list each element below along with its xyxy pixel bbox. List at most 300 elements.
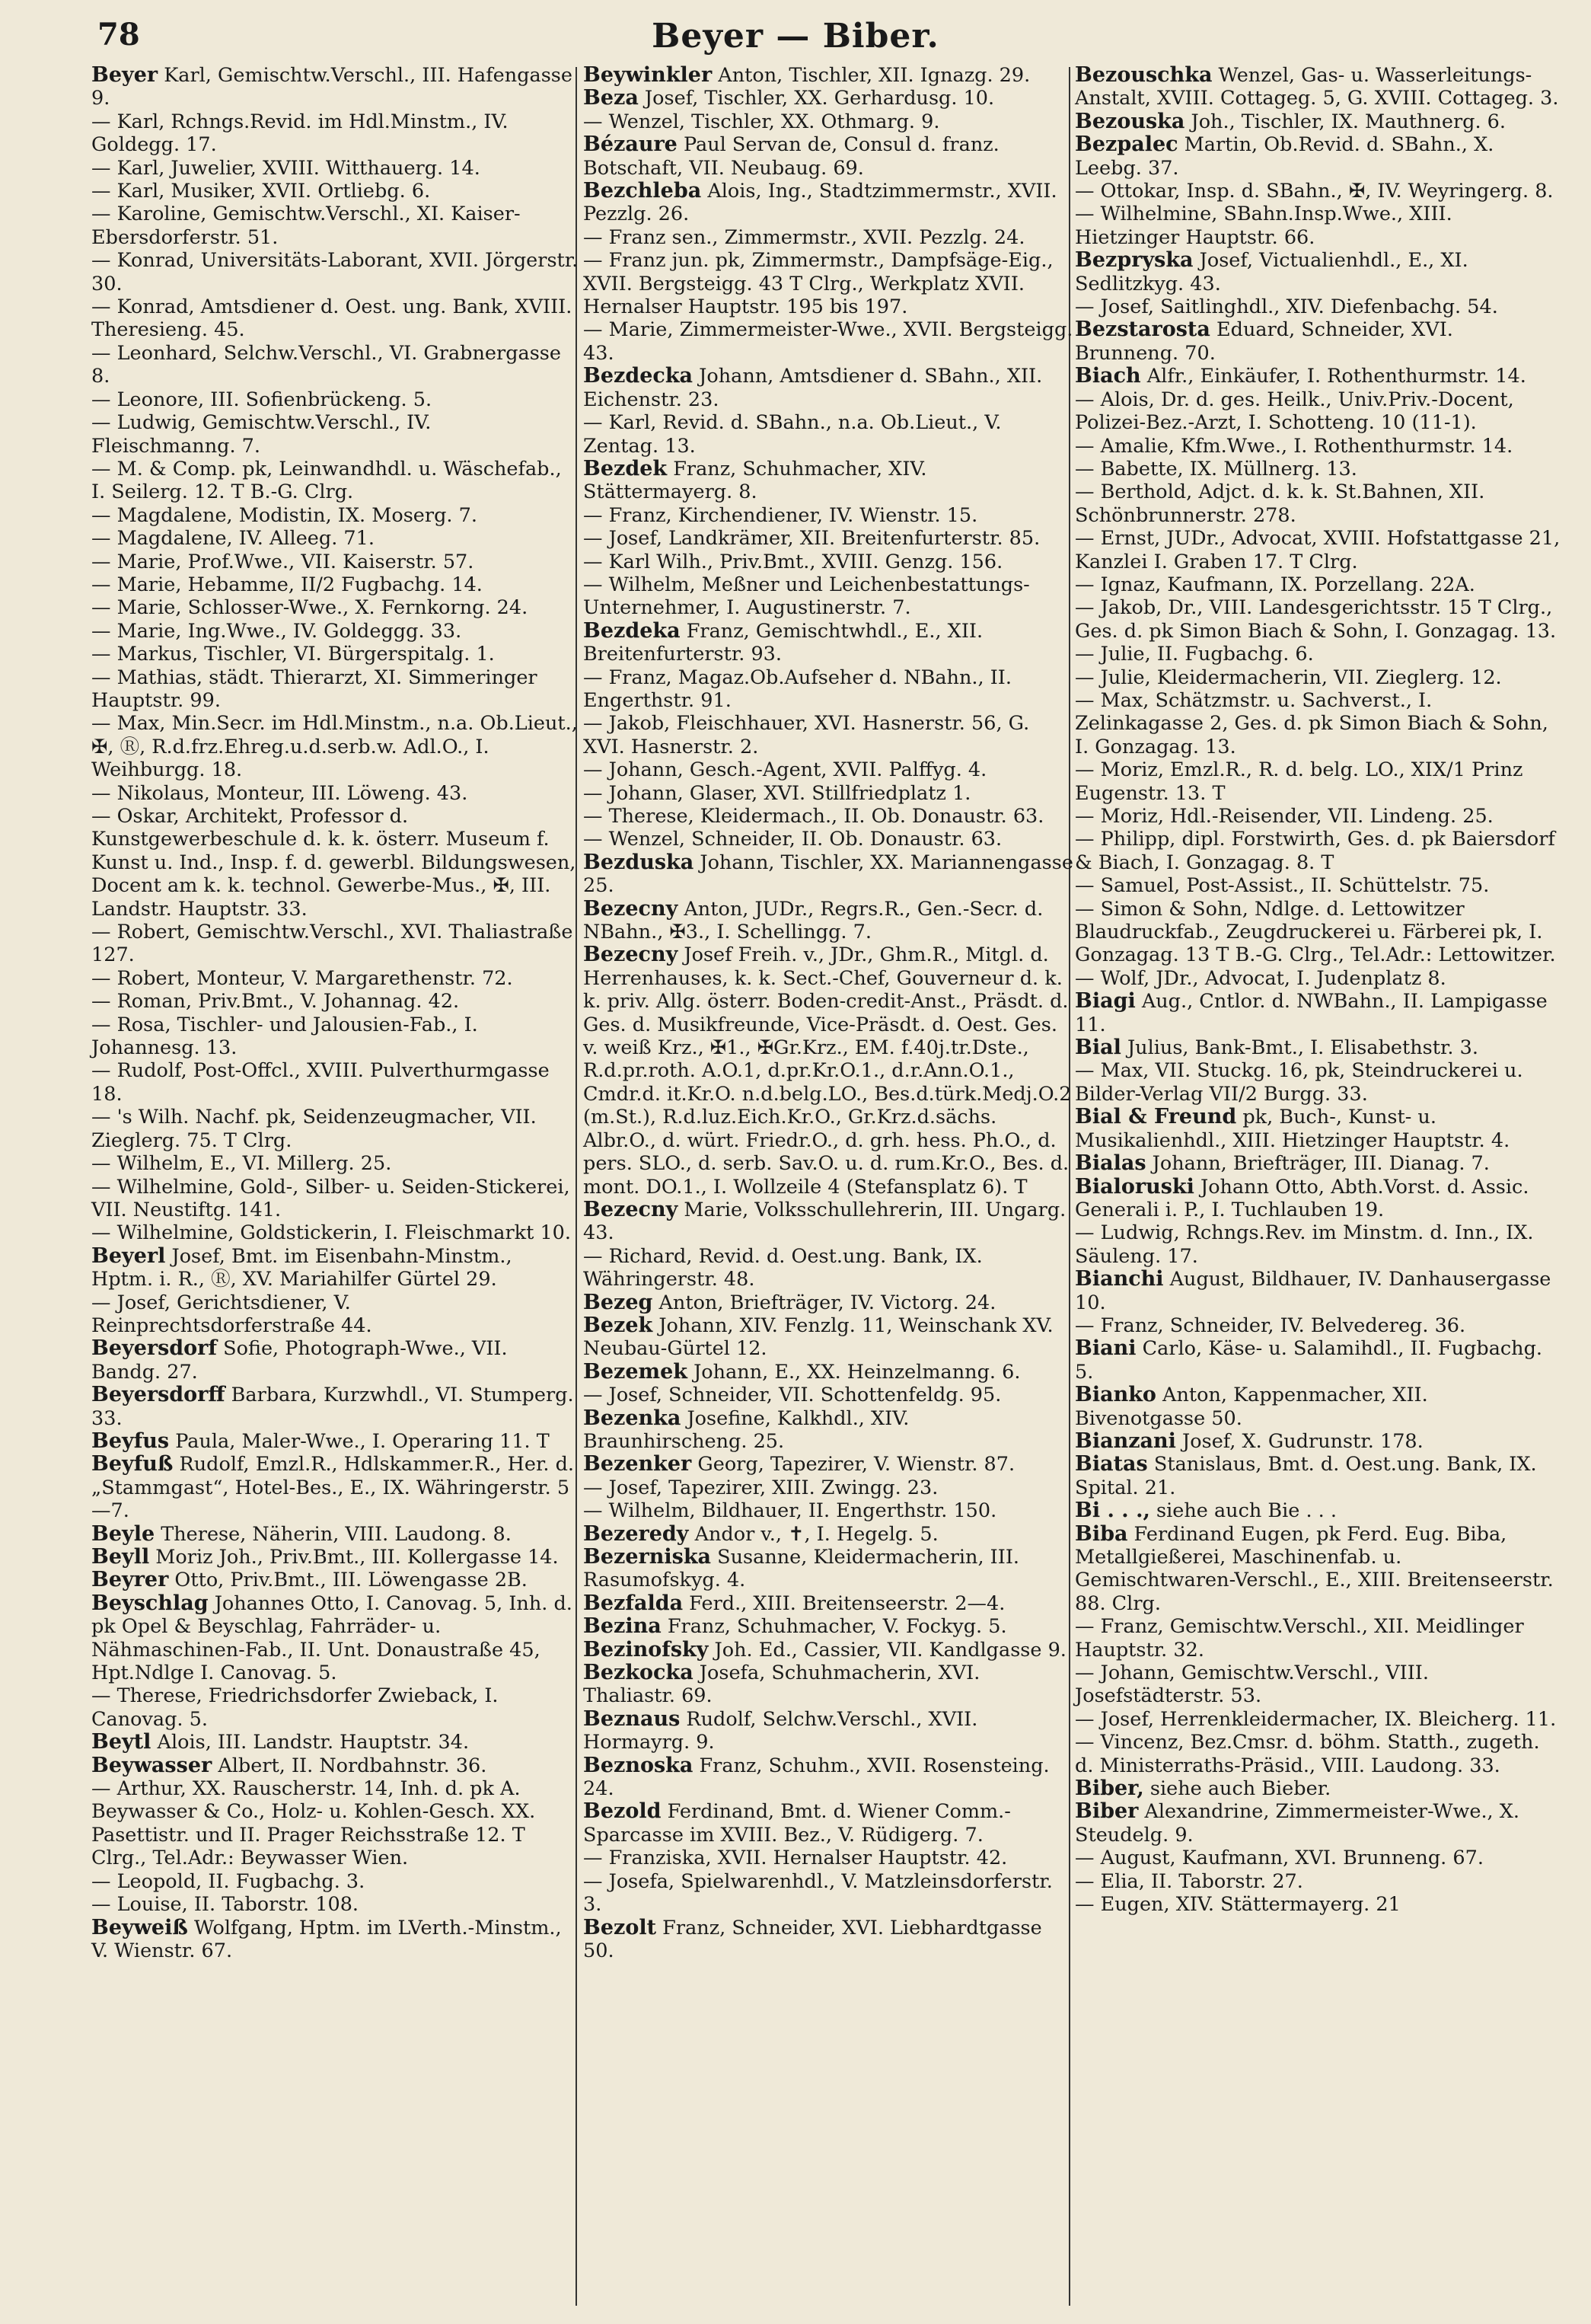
- entry-surname: Bialas: [1075, 1151, 1146, 1176]
- entry-text: Franz, Schuhmacher, XIV. Stättermayerg. 8.: [583, 457, 927, 504]
- directory-entry: [583, 898, 1075, 944]
- entry-text: — Babette, IX. Müllnerg. 13.: [1075, 457, 1357, 480]
- directory-entry: [583, 1291, 1075, 1314]
- entry-text: — Robert, Monteur, V. Margarethenstr. 72.: [91, 966, 513, 990]
- directory-entry: [91, 110, 579, 157]
- entry-text: — Josef, Saitlinghdl., XIV. Diefenbachg. 54.: [1075, 295, 1498, 319]
- directory-entry: [1075, 203, 1562, 249]
- directory-entry: [1075, 527, 1562, 573]
- entry-text: — Karl, Revid. d. SBahn., n.a. Ob.Lieut., V. Zentag. 13.: [583, 411, 1002, 458]
- entry-text: Georg, Tapezirer, V. Wienstr. 87.: [691, 1453, 1015, 1476]
- entry-text: — Wolf, JDr., Advocat, I. Judenplatz 8.: [1075, 966, 1446, 990]
- directory-entry: [91, 1245, 579, 1291]
- entry-text: — Josef, Herrenkleidermacher, IX. Bleicherg. 11.: [1075, 1707, 1557, 1731]
- directory-entry: [583, 851, 1075, 898]
- directory-entry: [583, 1754, 1075, 1801]
- entry-surname: Bezinofsky: [583, 1637, 709, 1662]
- entry-surname: Biach: [1075, 364, 1141, 388]
- directory-entry: [583, 504, 1075, 527]
- entry-surname: Bezold: [583, 1799, 662, 1824]
- directory-entry: [1075, 64, 1562, 110]
- entry-text: — Nikolaus, Monteur, III. Löweng. 43.: [91, 781, 468, 805]
- entry-text: Wolfgang, Hptm. im LVerth.-Minstm., V. Wienstr. 67.: [91, 1916, 562, 1962]
- directory-entry: [91, 1893, 579, 1916]
- entry-surname: Beyer: [91, 63, 158, 87]
- entry-text: — Leonhard, Selchw.Verschl., VI. Grabnergasse 8.: [91, 341, 561, 388]
- entry-text: Stanislaus, Bmt. d. Oest.ung. Bank, IX. Spital. 21.: [1075, 1453, 1537, 1499]
- entry-surname: Bezpalec: [1075, 132, 1178, 157]
- directory-entry: [1075, 666, 1562, 689]
- entry-text: — 's Wilh. Nachf. pk, Seidenzeugmacher, VII. Zieglerg. 75. T Clrg.: [91, 1106, 537, 1152]
- directory-entry: [583, 1314, 1075, 1361]
- entry-text: — Magdalene, Modistin, IX. Moserg. 7.: [91, 503, 477, 527]
- entry-surname: Biagi: [1075, 989, 1136, 1014]
- entry-text: — Julie, II. Fugbachg. 6.: [1075, 643, 1314, 666]
- entry-text: Johann Otto, Abth.Vorst. d. Assic. Generali i. P., I. Tuchlauben 19.: [1075, 1175, 1529, 1221]
- entry-surname: Bezenka: [583, 1406, 681, 1430]
- entry-text: Johann, XIV. Fenzlg. 11, Weinschank XV. Neubau-Gürtel 12.: [583, 1314, 1054, 1361]
- directory-entry: [583, 943, 1075, 1198]
- entry-text: — Jakob, Dr., VIII. Landesgerichtsstr. 15 T Clrg., Ges. d. pk Simon Biach & Sohn, I. Gonzagag. 13.: [1075, 596, 1557, 643]
- entry-text: Sofie, Photograph-Wwe., VII. Bandg. 27.: [91, 1337, 508, 1384]
- entry-text: Wenzel, Gas- u. Wasserleitungs-Anstalt, XVIII. Cottageg. 5, G. XVIII. Cottageg. 3.: [1075, 64, 1559, 110]
- entry-text: Marie, Volksschullehrerin, III. Ungarg. 43.: [583, 1198, 1067, 1245]
- entry-text: — Philipp, dipl. Forstwirth, Ges. d. pk Baiersdorf & Biach, I. Gonzagag. 8. T: [1075, 828, 1555, 874]
- directory-entry: [583, 551, 1075, 573]
- entry-text: — Wilhelm, Meßner und Leichenbestattungs-Unternehmer, I. Augustinerstr. 7.: [583, 573, 1030, 620]
- directory-entry: [91, 921, 579, 967]
- entry-text: Johann, Tischler, XX. Mariannengasse 25.: [583, 851, 1073, 898]
- entry-text: — Marie, Ing.Wwe., IV. Goldeggg. 33.: [91, 619, 462, 643]
- directory-entry: [91, 1453, 579, 1522]
- directory-entry: [583, 1615, 1075, 1638]
- directory-entry: [91, 1176, 579, 1222]
- entry-surname: Bezchleba: [583, 179, 702, 203]
- directory-entry: [583, 828, 1075, 851]
- directory-entry: [583, 226, 1075, 249]
- directory-entry: [583, 758, 1075, 781]
- entry-surname: Bezeredy: [583, 1521, 689, 1546]
- entry-text: Barbara, Kurzwhdl., VI. Stumperg. 33.: [91, 1384, 574, 1430]
- directory-entry: [583, 527, 1075, 550]
- entry-surname: Bezeg: [583, 1290, 653, 1314]
- entry-text: Franz, Schuhm., XVII. Rosensteing. 24.: [583, 1754, 1050, 1801]
- directory-entry: [91, 1684, 579, 1731]
- directory-entry: [583, 1384, 1075, 1406]
- entry-text: — Arthur, XX. Rauscherstr. 14, Inh. d. pk A. Beywasser & Co., Holz- u. Kohlen-Gesch. XX. Pasettistr. und II. Prager Reichsstraße 12. T Clrg., Tel.Adr.: Beywasser Wien.: [91, 1777, 536, 1870]
- directory-entry: [91, 1337, 579, 1384]
- directory-entry: [1075, 1777, 1562, 1800]
- directory-entry: [583, 1592, 1075, 1615]
- entry-text: siehe auch Bie . . .: [1149, 1499, 1338, 1523]
- directory-entry: [91, 967, 579, 990]
- directory-entry: [91, 1754, 579, 1777]
- entry-text: Johann, Briefträger, III. Dianag. 7.: [1146, 1152, 1490, 1176]
- directory-entry: [583, 87, 1075, 110]
- directory-entry: [1075, 318, 1562, 365]
- entry-surname: Bezina: [583, 1614, 662, 1639]
- directory-entry: [583, 620, 1075, 666]
- directory-entry: [583, 249, 1075, 318]
- directory-entry: [91, 203, 579, 249]
- entry-text: — Robert, Gemischtw.Verschl., XVI. Thaliastraße 127.: [91, 921, 573, 967]
- entry-surname: Bi . . .,: [1075, 1499, 1150, 1523]
- entry-text: — Berthold, Adjct. d. k. k. St.Bahnen, XII. Schönbrunnerstr. 278.: [1075, 480, 1485, 527]
- entry-text: — Karl Wilh., Priv.Bmt., XVIII. Genzg. 156.: [583, 550, 1003, 573]
- directory-entry: [91, 1221, 579, 1244]
- directory-entry: [1075, 1523, 1562, 1616]
- page-title: Beyer — Biber.: [652, 17, 939, 56]
- entry-text: Johann, E., XX. Heinzelmanng. 6.: [687, 1360, 1021, 1384]
- directory-entry: [1075, 874, 1562, 897]
- directory-entry: [91, 1384, 579, 1430]
- entry-text: Anton, JUDr., Regrs.R., Gen.-Secr. d. NBahn., ✠3., I. Schellingg. 7.: [583, 897, 1044, 944]
- directory-entry: [91, 620, 579, 643]
- entry-surname: Bezkocka: [583, 1661, 693, 1685]
- entry-text: — Moriz, Emzl.R., R. d. belg. LO., XIX/1 Prinz Eugenstr. 13. T: [1075, 758, 1523, 805]
- entry-text: — Karl, Juwelier, XVIII. Witthauerg. 14.: [91, 156, 480, 180]
- entry-text: Josef, Bmt. im Eisenbahn-Minstm., Hptm. i. R., Ⓡ, XV. Mariahilfer Gürtel 29.: [91, 1244, 512, 1291]
- directory-entry: [1075, 573, 1562, 596]
- entry-text: August, Bildhauer, IV. Danhausergasse 10.: [1075, 1268, 1551, 1314]
- entry-text: — Karl, Musiker, XVII. Ortliebg. 6.: [91, 180, 431, 203]
- entry-text: — Josef, Landkrämer, XII. Breitenfurterstr. 85.: [583, 527, 1041, 551]
- entry-surname: Biani: [1075, 1336, 1137, 1361]
- directory-entry: [1075, 180, 1562, 203]
- directory-entry: [91, 411, 579, 458]
- directory-entry: [91, 1569, 579, 1591]
- entry-surname: Bezecny: [583, 896, 678, 921]
- directory-entry: [91, 573, 579, 596]
- entry-surname: Beyersdorf: [91, 1336, 218, 1361]
- directory-entry: [583, 1407, 1075, 1454]
- directory-entry: [583, 1361, 1075, 1384]
- entry-text: — Wilhelmine, SBahn.Insp.Wwe., XIII. Hietzinger Hauptstr. 66.: [1075, 203, 1452, 249]
- entry-text: Carlo, Käse- u. Salamihdl., II. Fugbachg. 5.: [1075, 1337, 1543, 1384]
- entry-text: — M. & Comp. pk, Leinwandhdl. u. Wäschefab., I. Seilerg. 12. T B.-G. Clrg.: [91, 457, 562, 504]
- entry-surname: Bezfalda: [583, 1591, 684, 1615]
- entry-text: — Louise, II. Taborstr. 108.: [91, 1893, 359, 1917]
- page-number: 78: [97, 17, 140, 53]
- entry-surname: Biber,: [1075, 1777, 1144, 1801]
- entry-text: Anton, Briefträger, IV. Victorg. 24.: [652, 1291, 996, 1314]
- directory-entry: [583, 1453, 1075, 1476]
- entry-text: — Josef, Schneider, VII. Schottenfeldg. 95.: [583, 1384, 1002, 1407]
- directory-entry: [583, 411, 1075, 458]
- directory-entry: [583, 458, 1075, 504]
- entry-text: — Richard, Revid. d. Oest.ung. Bank, IX. Währingerstr. 48.: [583, 1244, 983, 1291]
- entry-surname: Bezouska: [1075, 109, 1185, 133]
- entry-surname: Bial & Freund: [1075, 1105, 1237, 1129]
- directory-entry: [1075, 1893, 1562, 1916]
- directory-entry: [583, 573, 1075, 620]
- directory-entry: [91, 643, 579, 666]
- entry-text: — Oskar, Architekt, Professor d. Kunstgewerbeschule d. k. k. österr. Museum f. Kunst u. Ind., Insp. f. d. gewerbl. Bildungswesen, Docent am k. k. technol. Gewerbe-Mus., ✠, III. Landstr. Hauptstr. 33.: [91, 805, 576, 921]
- directory-entry: [1075, 249, 1562, 295]
- directory-entry: [1075, 1453, 1562, 1499]
- entry-text: Karl, Gemischtw.Verschl., III. Hafengasse 9.: [91, 64, 572, 110]
- entry-text: Josef, Tischler, XX. Gerhardusg. 10.: [638, 87, 995, 110]
- entry-text: — Johann, Gemischtw.Verschl., VIII. Josefstädterstr. 53.: [1075, 1662, 1429, 1708]
- entry-surname: Beza: [583, 86, 639, 110]
- directory-entry: [1075, 133, 1562, 180]
- directory-entry: [91, 1917, 579, 1963]
- entry-surname: Beyrer: [91, 1568, 169, 1592]
- directory-entry: [1075, 1337, 1562, 1384]
- entry-text: — Ignaz, Kaufmann, IX. Porzellang. 22A.: [1075, 573, 1475, 596]
- entry-text: — Franz, Schneider, IV. Belvedereg. 36.: [1075, 1314, 1466, 1337]
- directory-entry: [583, 1476, 1075, 1499]
- entry-text: — Magdalene, IV. Alleeg. 71.: [91, 527, 375, 551]
- entry-text: Alfr., Einkäufer, I. Rothenthurmstr. 14.: [1140, 365, 1526, 388]
- entry-text: Johannes Otto, I. Canovag. 5, Inh. d. pk Opel & Beyschlag, Fahrräder- u. Nähmaschinen-Fab., II. Unt. Donaustraße 45, Hpt.Ndlge I. Canovag. 5.: [91, 1591, 572, 1685]
- directory-entry: [583, 318, 1075, 365]
- entry-surname: Bezdecka: [583, 364, 693, 388]
- directory-entry: [583, 1800, 1075, 1847]
- entry-text: — Simon & Sohn, Ndlge. d. Lettowitzer Blaudruckfab., Zeugdruckerei u. Färberei pk, I. Gonzagag. 13 T B.-G. Clrg., Tel.Adr.: Lettowitzer.: [1075, 897, 1556, 967]
- directory-entry: [1075, 1036, 1562, 1059]
- entry-text: Ferdinand Eugen, pk Ferd. Eug. Biba, Metallgießerei, Maschinenfab. u. Gemischtwaren-Verschl., E., XIII. Breitenseerstr. 88. Clrg.: [1075, 1522, 1554, 1615]
- entry-text: Rudolf, Emzl.R., Hdlskammer.R., Her. d. „Stammgast“, Hotel-Bes., E., IX. Währingerstr. 5—7.: [91, 1453, 575, 1523]
- entry-surname: Biatas: [1075, 1452, 1148, 1476]
- directory-entry: [91, 1523, 579, 1546]
- entry-text: Paula, Maler-Wwe., I. Operaring 11. T: [169, 1429, 550, 1453]
- directory-entry: [91, 342, 579, 388]
- entry-text: — Max, Min.Secr. im Hdl.Minstm., n.a. Ob.Lieut., ✠, Ⓡ, R.d.frz.Ehreg.u.d.serb.w. Adl.O., I. Weihburgg. 18.: [91, 712, 578, 782]
- directory-entry: [583, 1662, 1075, 1708]
- entry-text: Otto, Priv.Bmt., III. Löwengasse 2B.: [168, 1569, 528, 1592]
- entry-surname: Beyweiß: [91, 1915, 188, 1939]
- directory-entry: [91, 712, 579, 781]
- entry-text: — Marie, Schlosser-Wwe., X. Fernkorng. 24.: [91, 596, 528, 620]
- directory-entry: [91, 1430, 579, 1453]
- directory-entry: [1075, 1708, 1562, 1731]
- entry-text: — Markus, Tischler, VI. Bürgerspitalg. 1.: [91, 643, 495, 666]
- directory-entry: [91, 1592, 579, 1685]
- entry-text: — Amalie, Kfm.Wwe., I. Rothenthurmstr. 14.: [1075, 434, 1513, 458]
- entry-surname: Bezemek: [583, 1359, 687, 1384]
- directory-entry: [1075, 1430, 1562, 1453]
- entry-text: — Franz jun. pk, Zimmermstr., Dampfsäge-Eig., XVII. Bergsteigg. 43 T Clrg., Werkplatz XVII. Hernalser Hauptstr. 195 bis 197.: [583, 249, 1054, 319]
- entry-text: — Julie, Kleidermacherin, VII. Zieglerg. 12.: [1075, 666, 1502, 689]
- entry-text: — Josefa, Spielwarenhdl., V. Matzleinsdorferstr. 3.: [583, 1869, 1053, 1917]
- directory-entry: [583, 1199, 1075, 1245]
- entry-text: Ferdinand, Bmt. d. Wiener Comm.-Sparcasse im XVIII. Bez., V. Rüdigerg. 7.: [583, 1800, 1011, 1847]
- entry-text: Franz, Schuhmacher, V. Fockyg. 5.: [661, 1615, 1007, 1639]
- directory-entry: [91, 1546, 579, 1569]
- entry-text: — Konrad, Universitäts-Laborant, XVII. Jörgerstr. 30.: [91, 249, 579, 295]
- directory-entry: [91, 1731, 579, 1754]
- entry-surname: Beytl: [91, 1730, 151, 1754]
- directory-entry: [583, 1639, 1075, 1662]
- directory-entry: [583, 805, 1075, 828]
- directory-entry: [1075, 1615, 1562, 1662]
- entry-text: Alois, III. Landstr. Hauptstr. 34.: [151, 1731, 470, 1754]
- entry-text: Anton, Tischler, XII. Ignazg. 29.: [712, 64, 1031, 87]
- entry-text: — Ernst, JUDr., Advocat, XVIII. Hofstattgasse 21, Kanzlei I. Graben 17. T Clrg.: [1075, 527, 1561, 573]
- entry-surname: Biber: [1075, 1799, 1139, 1824]
- entry-surname: Beywasser: [91, 1753, 212, 1777]
- directory-entry: [91, 1777, 579, 1870]
- entry-text: Johann, Amtsdiener d. SBahn., XII. Eichenstr. 23.: [583, 365, 1043, 411]
- directory-entry: [91, 1059, 579, 1106]
- entry-surname: Beyfuß: [91, 1452, 174, 1476]
- entry-text: — Marie, Hebamme, II/2 Fugbachg. 14.: [91, 573, 483, 596]
- entry-surname: Bialoruski: [1075, 1174, 1194, 1199]
- entry-surname: Bézaure: [583, 132, 678, 157]
- directory-entry: [91, 551, 579, 573]
- entry-surname: Bezek: [583, 1313, 653, 1337]
- entry-text: — Johann, Glaser, XVI. Stillfriedplatz 1.: [583, 781, 971, 805]
- entry-text: — Karoline, Gemischtw.Verschl., XI. Kaiser-Ebersdorferstr. 51.: [91, 203, 521, 249]
- directory-entry: [1075, 758, 1562, 805]
- entry-surname: Bezdek: [583, 456, 668, 480]
- directory-entry: [91, 805, 579, 921]
- directory-entry: [1075, 1499, 1562, 1522]
- entry-text: Alois, Ing., Stadtzimmermstr., XVII. Pezzlg. 26.: [583, 180, 1057, 226]
- entry-text: — Eugen, XIV. Stättermayerg. 21: [1075, 1893, 1401, 1917]
- directory-entry: [583, 712, 1075, 758]
- entry-text: Josefine, Kalkhdl., XIV. Braunhirscheng. 25.: [583, 1406, 910, 1453]
- entry-text: — Therese, Friedrichsdorfer Zwieback, I. Canovag. 5.: [91, 1684, 499, 1731]
- entry-text: — Wilhelm, E., VI. Millerg. 25.: [91, 1152, 392, 1176]
- entry-surname: Beznaus: [583, 1706, 681, 1731]
- entry-text: — Ludwig, Gemischtw.Verschl., IV. Fleischmanng. 7.: [91, 411, 432, 458]
- directory-entry: [91, 596, 579, 619]
- directory-entry: [1075, 1176, 1562, 1222]
- entry-surname: Bezecny: [583, 943, 678, 967]
- entry-text: Josefa, Schuhmacherin, XVI. Thaliastr. 69.: [583, 1662, 980, 1708]
- directory-entry: [583, 1499, 1075, 1522]
- entry-text: — August, Kaufmann, XVI. Brunneng. 67.: [1075, 1847, 1484, 1870]
- entry-text: — Max, VII. Stuckg. 16, pk, Steindruckerei u. Bilder-Verlag VII/2 Burgg. 33.: [1075, 1059, 1523, 1106]
- column-2: [583, 64, 1075, 1962]
- directory-entry: [1075, 480, 1562, 527]
- directory-entry: [583, 1870, 1075, 1917]
- entry-text: — Moriz, Hdl.-Reisender, VII. Lindeng. 25.: [1075, 805, 1494, 828]
- entry-text: — Wilhelmine, Gold-, Silber- u. Seiden-Stickerei, VII. Neustiftg. 141.: [91, 1175, 570, 1221]
- entry-text: — Josef, Tapezirer, XIII. Zwingg. 23.: [583, 1476, 939, 1499]
- entry-text: Eduard, Schneider, XVI. Brunneng. 70.: [1075, 318, 1453, 365]
- entry-text: Franz, Schneider, XVI. Liebhardtgasse 50.: [583, 1916, 1042, 1962]
- directory-entry: [91, 990, 579, 1013]
- entry-surname: Bianchi: [1075, 1267, 1164, 1291]
- entry-text: Josef, Victualienhdl., E., XI. Sedlitzkyg. 43.: [1075, 249, 1468, 295]
- directory-entry: [583, 110, 1075, 133]
- entry-text: — Samuel, Post-Assist., II. Schüttelstr. 75.: [1075, 874, 1490, 898]
- entry-text: Martin, Ob.Revid. d. SBahn., X. Leebg. 37.: [1075, 133, 1494, 180]
- directory-entry: [583, 133, 1075, 180]
- directory-entry: [91, 64, 579, 110]
- directory-entry: [91, 504, 579, 527]
- entry-text: — Franz sen., Zimmermstr., XVII. Pezzlg. 24.: [583, 225, 1025, 249]
- column-3: [1075, 64, 1562, 1917]
- entry-text: — Wenzel, Tischler, XX. Othmarg. 9.: [583, 110, 940, 133]
- column-1: [91, 64, 579, 1962]
- directory-entry: [583, 365, 1075, 411]
- entry-text: — Franz, Magaz.Ob.Aufseher d. NBahn., II. Engerthstr. 91.: [583, 666, 1012, 712]
- directory-entry: [1075, 458, 1562, 480]
- directory-entry: [91, 458, 579, 504]
- entry-text: — Konrad, Amtsdiener d. Oest. ung. Bank, XVIII. Theresieng. 45.: [91, 295, 572, 342]
- directory-entry: [1075, 388, 1562, 435]
- directory-entry: [1075, 1731, 1562, 1777]
- directory-entry: [1075, 435, 1562, 458]
- directory-entry: [583, 1708, 1075, 1754]
- entry-text: — Elia, II. Taborstr. 27.: [1075, 1869, 1303, 1893]
- directory-entry: [1075, 1662, 1562, 1708]
- directory-entry: [1075, 1268, 1562, 1314]
- directory-entry: [583, 1917, 1075, 1963]
- directory-entry: [91, 527, 579, 550]
- entry-surname: Bezstarosta: [1075, 318, 1210, 342]
- entry-text: pk, Buch-, Kunst- u. Musikalienhdl., XIII. Hietzinger Hauptstr. 4.: [1075, 1106, 1510, 1152]
- directory-entry: [1075, 898, 1562, 967]
- directory-entry: [91, 180, 579, 203]
- entry-text: Josef Freih. v., JDr., Ghm.R., Mitgl. d. Herrenhauses, k. k. Sect.-Chef, Gouverneur d. k. k. priv. Allg. österr. Boden-credit-Anst., Präsdt. d. Ges. d. Musikfreunde, Vice-Präsdt. d. Oest. Ges. v. weiß Krz., ✠1., ✠Gr.Krz., EM. f.40j.tr.Dste., R.d.pr.roth. A.O.1, d.pr.Kr.O.1., d.r.Ann.O.1., Cmdr.d. it.Kr.O. n.d.belg.LO., Bes.d.türk.Medj.O.2 (m.St.), R.d.luz.Eich.Kr.O., Gr.Krz.d.sächs. Albr.O., d. würt. Friedr.O., d. grh. hess. Ph.O., d. pers. SLO., d. serb. Sav.O. u. d. rum.Kr.O., Bes. d. mont. DO.1., I. Wollzeile 4 (Stefansplatz 6). T: [583, 943, 1072, 1199]
- entry-text: — Leonore, III. Sofienbrückeng. 5.: [91, 388, 432, 411]
- entry-text: — Leopold, II. Fugbachg. 3.: [91, 1869, 365, 1893]
- entry-text: — Marie, Prof.Wwe., VII. Kaiserstr. 57.: [91, 550, 474, 573]
- directory-entry: [1075, 828, 1562, 874]
- directory-entry: [1075, 689, 1562, 758]
- directory-entry: [1075, 1059, 1562, 1106]
- directory-entry: [583, 666, 1075, 713]
- entry-text: Alexandrine, Zimmermeister-Wwe., X. Steudelg. 9.: [1075, 1800, 1520, 1847]
- entry-surname: Bianko: [1075, 1383, 1156, 1407]
- directory-entry: [1075, 110, 1562, 133]
- directory-entry: [1075, 1384, 1562, 1430]
- directory-entry: [91, 1291, 579, 1338]
- entry-surname: Beyle: [91, 1521, 155, 1546]
- directory-entry: [91, 1106, 579, 1152]
- entry-surname: Bezecny: [583, 1197, 678, 1221]
- entry-text: — Wilhelmine, Goldstickerin, I. Fleischmarkt 10.: [91, 1221, 572, 1245]
- entry-text: Rudolf, Selchw.Verschl., XVII. Hormayrg. 9.: [583, 1707, 978, 1754]
- entry-text: Anton, Kappenmacher, XII. Bivenotgasse 50.: [1075, 1384, 1428, 1430]
- entry-text: Susanne, Kleidermacherin, III. Rasumofskyg. 4.: [583, 1546, 1020, 1592]
- entry-text: — Rosa, Tischler- und Jalousien-Fab., I. Johannesg. 13.: [91, 1013, 478, 1060]
- directory-entry: [91, 1870, 579, 1893]
- directory-entry: [91, 295, 579, 342]
- entry-surname: Bial: [1075, 1036, 1121, 1060]
- entry-text: Josef, X. Gudrunstr. 178.: [1175, 1429, 1424, 1453]
- entry-surname: Beyschlag: [91, 1591, 209, 1615]
- directory-entry: [1075, 1847, 1562, 1869]
- entry-text: Joh. Ed., Cassier, VII. Kandlgasse 9.: [708, 1638, 1067, 1662]
- entry-surname: Biba: [1075, 1521, 1128, 1546]
- entry-text: — Wilhelm, Bildhauer, II. Engerthstr. 150.: [583, 1499, 997, 1523]
- entry-surname: Beyfus: [91, 1429, 170, 1453]
- entry-text: — Josef, Gerichtsdiener, V. Reinprechtsdorferstraße 44.: [91, 1291, 372, 1337]
- entry-text: — Jakob, Fleischhauer, XVI. Hasnerstr. 56, G. XVI. Hasnerstr. 2.: [583, 712, 1030, 758]
- entry-text: — Johann, Gesch.-Agent, XVII. Palffyg. 4.: [583, 758, 987, 782]
- entry-surname: Beyll: [91, 1545, 150, 1569]
- entry-text: — Marie, Zimmermeister-Wwe., XVII. Bergsteigg. 43.: [583, 318, 1073, 365]
- entry-surname: Bezenker: [583, 1452, 692, 1476]
- directory-entry: [1075, 1870, 1562, 1893]
- entry-text: — Franz, Kirchendiener, IV. Wienstr. 15.: [583, 503, 978, 527]
- directory-entry: [1075, 1152, 1562, 1175]
- entry-text: — Mathias, städt. Thierarzt, XI. Simmeringer Hauptstr. 99.: [91, 666, 537, 712]
- directory-entry: [1075, 1800, 1562, 1847]
- entry-text: — Rudolf, Post-Offcl., XVIII. Pulverthurmgasse 18.: [91, 1059, 550, 1106]
- entry-surname: Beywinkler: [583, 63, 713, 87]
- directory-entry: [583, 1546, 1075, 1592]
- directory-entry: [583, 1847, 1075, 1869]
- entry-text: Moriz Joh., Priv.Bmt., III. Kollergasse 14.: [149, 1546, 559, 1569]
- directory-entry: [91, 1014, 579, 1060]
